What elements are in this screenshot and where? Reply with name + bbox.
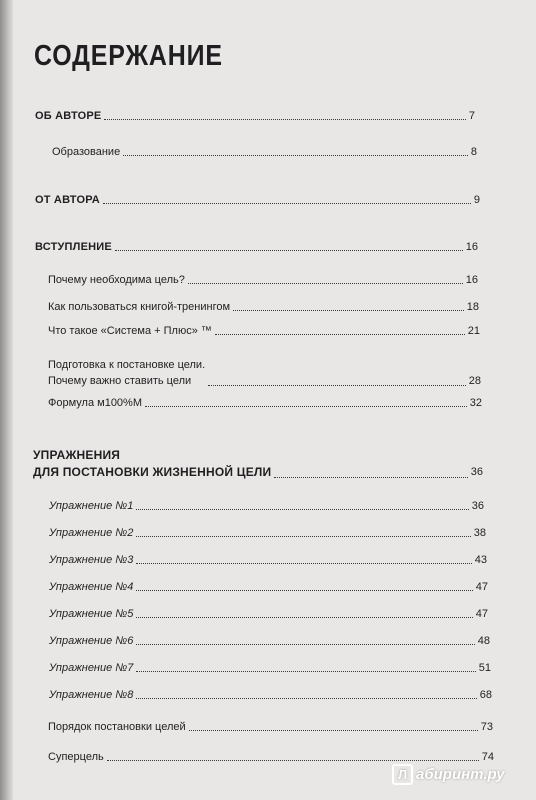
toc-entry-page: 73 <box>480 721 493 733</box>
toc-entry-label: Формула м100%М <box>48 397 142 409</box>
toc-entry-page: 21 <box>467 325 480 337</box>
dot-leader <box>188 283 463 284</box>
toc-entry-page: 74 <box>481 751 494 763</box>
toc-entry-introduction <box>0 241 536 254</box>
toc-entry-education <box>0 146 536 159</box>
toc-entry-exercise-7 <box>0 662 536 675</box>
toc-entry-page: 47 <box>475 581 488 593</box>
toc-entry-page: 7 <box>468 110 475 122</box>
toc-entry-exercise-3 <box>0 554 536 567</box>
toc-entry-label: Упражнение №5 <box>49 608 134 620</box>
toc-entry-page: 38 <box>473 527 486 539</box>
toc-entry-label: Упражнение №6 <box>49 635 134 647</box>
toc-entry-supergoal <box>0 751 536 764</box>
dot-leader <box>136 563 471 564</box>
toc-entry-page: 36 <box>471 500 484 512</box>
dot-leader <box>104 119 465 120</box>
toc-entry-how-to-use <box>0 301 536 314</box>
dot-leader <box>123 155 468 156</box>
labirint-logo-icon: Л <box>392 764 413 785</box>
toc-entry-preparation <box>0 357 536 389</box>
toc-entry-page: 51 <box>478 662 491 674</box>
toc-entry-label: Упражнение №4 <box>49 581 134 593</box>
toc-entry-exercise-4 <box>0 581 536 594</box>
toc-entry-label: ВСТУПЛЕНИЕ <box>35 241 112 253</box>
dot-leader <box>145 406 467 407</box>
toc-entry-label: Упражнение №2 <box>49 527 134 539</box>
toc-entry-page: 32 <box>469 397 482 409</box>
toc-entry-page: 36 <box>470 466 483 478</box>
dot-leader <box>208 385 466 386</box>
toc-entry-label: Образование <box>52 146 121 158</box>
toc-entry-exercise-8 <box>0 689 536 702</box>
dot-leader <box>215 334 465 335</box>
toc-entry-exercise-6 <box>0 635 536 648</box>
toc-entry-page: 43 <box>474 554 487 566</box>
dot-leader <box>136 644 474 645</box>
toc-entry-label: Порядок постановки целей <box>48 721 186 733</box>
toc-entry-label: Суперцель <box>48 751 104 763</box>
dot-leader <box>136 590 472 591</box>
watermark-text: абиринт.ру <box>416 766 505 783</box>
toc-entry-label: ОТ АВТОРА <box>35 194 100 206</box>
toc-entry-about-author <box>0 110 536 123</box>
dot-leader <box>136 617 472 618</box>
toc-entry-page: 18 <box>466 301 479 313</box>
toc-entry-why-goal <box>0 274 536 287</box>
dot-leader <box>274 477 467 478</box>
toc-entry-label: УПРАЖНЕНИЯ ДЛЯ ПОСТАНОВКИ ЖИЗНЕННОЙ ЦЕЛИ <box>33 448 272 479</box>
dot-leader <box>136 671 475 672</box>
toc-entry-exercise-2 <box>0 527 536 540</box>
toc-entry-page: 47 <box>475 608 488 620</box>
toc-entry-formula <box>0 397 536 410</box>
toc-entry-label: ОБ АВТОРЕ <box>35 110 102 122</box>
dot-leader <box>189 730 478 731</box>
toc-entry-label: Упражнение №1 <box>49 500 134 512</box>
toc-entry-system-plus <box>0 325 536 338</box>
toc-entry-from-author <box>0 194 536 207</box>
toc-entry-page: 48 <box>477 635 490 647</box>
dot-leader <box>107 760 479 761</box>
toc-entry-page: 28 <box>468 375 481 387</box>
toc-entry-page: 9 <box>473 194 480 206</box>
toc-entry-page: 68 <box>479 689 492 701</box>
toc-entry-page: 8 <box>470 146 477 158</box>
page-title: СОДЕРЖАНИЕ <box>34 40 223 72</box>
dot-leader <box>136 509 468 510</box>
toc-entry-exercise-1 <box>0 500 536 513</box>
toc-entry-label: Что такое «Система + Плюс» ™ <box>48 325 212 337</box>
toc-entry-page: 16 <box>465 241 478 253</box>
dot-leader <box>136 698 476 699</box>
dot-leader <box>136 536 470 537</box>
toc-entry-order-of-goals <box>0 721 536 734</box>
toc-entry-label: Почему необходима цель? <box>48 274 185 286</box>
dot-leader <box>115 250 463 251</box>
dot-leader <box>103 203 471 204</box>
dot-leader <box>233 310 464 311</box>
toc-entry-label: Упражнение №8 <box>49 689 134 701</box>
labirint-watermark <box>392 764 505 785</box>
toc-entry-page: 16 <box>465 274 478 286</box>
toc-entry-exercises <box>0 447 536 481</box>
toc-entry-label: Как пользоваться книгой-тренингом <box>48 301 231 313</box>
toc-entry-label: Упражнение №7 <box>49 662 134 674</box>
toc-entry-label: Подготовка к постановке цели. Почему важно ставить цели <box>48 359 206 387</box>
toc-entry-label: Упражнение №3 <box>49 554 134 566</box>
toc-entry-exercise-5 <box>0 608 536 621</box>
